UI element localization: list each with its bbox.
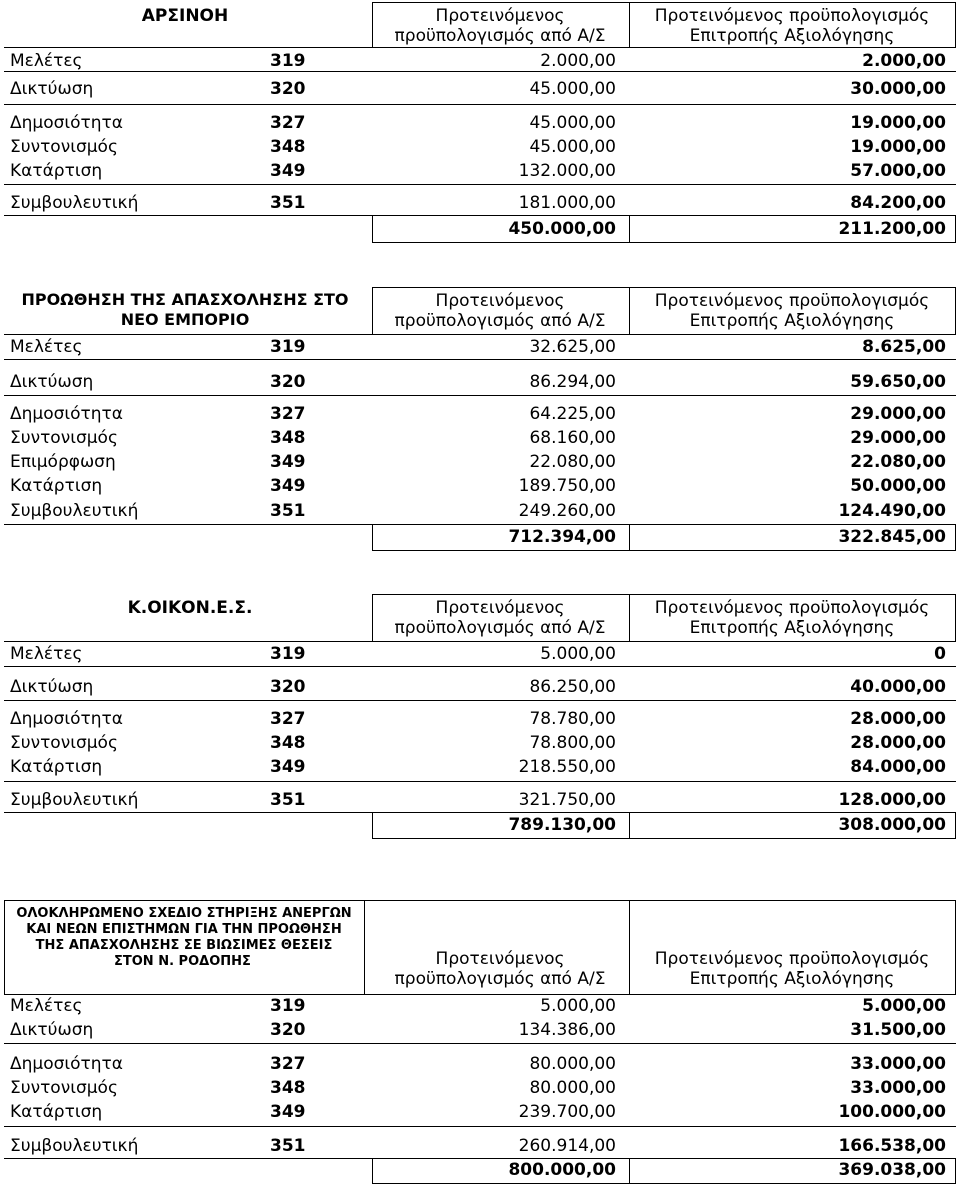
row-committee: 2.000,00	[862, 51, 946, 71]
committee-header-line2: Επιτροπής Αξιολόγησης	[689, 311, 895, 331]
row-committee: 29.000,00	[850, 404, 946, 424]
row-name: Συμβουλευτική	[10, 501, 139, 521]
section-title-line3: ΤΗΣ ΑΠΑΣΧΟΛΗΣΗΣ ΣΕ ΒΙΩΣΙΜΕΣ ΘΕΣΕΙΣ	[35, 938, 333, 953]
divider	[372, 2, 373, 48]
proposed-header-line1: Προτεινόμενος	[435, 949, 565, 969]
row-code: 351	[270, 193, 306, 213]
row-proposed: 5.000,00	[540, 996, 616, 1016]
row-code: 319	[270, 644, 306, 664]
table-row	[0, 790, 960, 814]
row-proposed: 132.000,00	[518, 161, 616, 181]
total-proposed: 800.000,00	[508, 1160, 616, 1180]
divider	[4, 900, 5, 995]
section-title-line1: ΟΛΟΚΛΗΡΩΜΕΝΟ ΣΧΕΔΙΟ ΣΤΗΡΙΞΗΣ ΑΝΕΡΓΩΝ	[16, 906, 352, 921]
table-row	[0, 1102, 960, 1126]
total-proposed: 712.394,00	[508, 527, 616, 547]
divider	[364, 900, 365, 995]
total-committee: 322.845,00	[838, 527, 946, 547]
row-code: 348	[270, 733, 306, 753]
divider	[4, 781, 956, 782]
row-name: Συντονισμός	[10, 137, 118, 157]
row-name: Κατάρτιση	[10, 161, 103, 181]
divider	[4, 524, 956, 525]
divider	[629, 215, 630, 242]
divider	[372, 812, 373, 838]
row-proposed: 86.294,00	[529, 372, 616, 392]
table-row	[0, 372, 960, 396]
divider	[955, 1158, 956, 1184]
section-title	[10, 290, 360, 330]
row-committee: 50.000,00	[850, 476, 946, 496]
table-row	[0, 113, 960, 137]
divider	[4, 994, 956, 995]
row-committee: 28.000,00	[850, 709, 946, 729]
row-code: 348	[270, 137, 306, 157]
table-row	[0, 193, 960, 217]
proposed-header-line2: προϋπολογισμός από Α/Σ	[394, 311, 606, 331]
divider	[4, 47, 956, 48]
row-proposed: 218.550,00	[518, 757, 616, 777]
divider	[955, 287, 956, 335]
row-code: 327	[270, 1054, 306, 1074]
proposed-header	[375, 598, 625, 638]
row-proposed: 5.000,00	[540, 644, 616, 664]
row-proposed: 321.750,00	[518, 790, 616, 810]
row-committee: 124.490,00	[838, 501, 946, 521]
row-committee: 8.625,00	[862, 337, 946, 357]
table-row	[0, 1054, 960, 1078]
row-code: 319	[270, 51, 306, 71]
committee-header	[632, 6, 952, 46]
divider	[372, 287, 956, 288]
table-row	[0, 1078, 960, 1102]
proposed-header-line2: προϋπολογισμός από Α/Σ	[394, 618, 606, 638]
row-proposed: 249.260,00	[518, 501, 616, 521]
row-committee: 84.200,00	[850, 193, 946, 213]
divider	[629, 1158, 630, 1184]
row-proposed: 2.000,00	[540, 51, 616, 71]
divider	[4, 641, 956, 642]
row-name: Δικτύωση	[10, 79, 94, 99]
row-name: Κατάρτιση	[10, 1102, 103, 1122]
row-name: Δημοσιότητα	[10, 709, 123, 729]
table-row	[0, 337, 960, 361]
divider	[372, 524, 373, 550]
divider	[4, 1158, 956, 1159]
divider	[372, 594, 956, 595]
committee-header-line2: Επιτροπής Αξιολόγησης	[689, 969, 895, 989]
row-name: Κατάρτιση	[10, 757, 103, 777]
row-code: 327	[270, 709, 306, 729]
row-name: Μελέτες	[10, 644, 83, 664]
row-proposed: 239.700,00	[518, 1102, 616, 1122]
row-committee: 22.080,00	[850, 452, 946, 472]
divider	[372, 2, 956, 3]
divider	[629, 812, 630, 838]
row-name: Επιμόρφωση	[10, 452, 116, 472]
section-title-line2: ΚΑΙ ΝΕΩΝ ΕΠΙΣΤΗΜΩΝ ΓΙΑ ΤΗΝ ΠΡΟΩΘΗΣΗ	[26, 922, 342, 937]
committee-header-line2: Επιτροπής Αξιολόγησης	[689, 618, 895, 638]
row-code: 327	[270, 404, 306, 424]
proposed-header-line1: Προτεινόμενος	[435, 598, 565, 618]
divider	[4, 334, 956, 335]
table-row	[0, 79, 960, 103]
table-row	[0, 428, 960, 452]
divider	[955, 812, 956, 838]
row-proposed: 78.780,00	[529, 709, 616, 729]
row-name: Κατάρτιση	[10, 476, 103, 496]
row-proposed: 45.000,00	[529, 137, 616, 157]
table-row	[0, 733, 960, 757]
section-title-line4: ΣΤΟΝ Ν. ΡΟΔΟΠΗΣ	[114, 954, 251, 969]
row-code: 327	[270, 113, 306, 133]
divider	[629, 2, 630, 48]
proposed-header-line1: Προτεινόμενος	[435, 6, 565, 26]
divider	[4, 700, 956, 701]
divider	[4, 395, 956, 396]
committee-header-line2: Επιτροπής Αξιολόγησης	[689, 26, 895, 46]
row-committee: 84.000,00	[850, 757, 946, 777]
proposed-header	[375, 291, 625, 331]
row-name: Συμβουλευτική	[10, 193, 139, 213]
divider	[4, 104, 956, 105]
row-code: 320	[270, 677, 306, 697]
row-committee: 19.000,00	[850, 137, 946, 157]
row-name: Δημοσιότητα	[10, 113, 123, 133]
row-name: Δημοσιότητα	[10, 1054, 123, 1074]
row-code: 348	[270, 1078, 306, 1098]
total-proposed: 450.000,00	[508, 219, 616, 239]
section-title: Κ.ΟΙΚΟΝ.Ε.Σ.	[127, 598, 253, 618]
row-code: 349	[270, 757, 306, 777]
row-code: 349	[270, 1102, 306, 1122]
table-row	[0, 996, 960, 1020]
divider	[4, 1043, 956, 1044]
divider	[4, 900, 956, 901]
divider	[4, 215, 956, 216]
divider	[955, 594, 956, 642]
row-proposed: 64.225,00	[529, 404, 616, 424]
row-code: 351	[270, 1136, 306, 1156]
row-committee: 30.000,00	[850, 79, 946, 99]
table-row	[0, 161, 960, 185]
total-proposed: 789.130,00	[508, 815, 616, 835]
row-committee: 19.000,00	[850, 113, 946, 133]
proposed-header-line2: προϋπολογισμός από Α/Σ	[394, 26, 606, 46]
total-committee: 308.000,00	[838, 815, 946, 835]
row-committee: 128.000,00	[838, 790, 946, 810]
row-committee: 59.650,00	[850, 372, 946, 392]
divider	[955, 900, 956, 995]
table-row	[0, 1136, 960, 1160]
row-name: Μελέτες	[10, 51, 83, 71]
row-proposed: 78.800,00	[529, 733, 616, 753]
table-row	[0, 677, 960, 701]
row-committee: 33.000,00	[850, 1054, 946, 1074]
total-row	[0, 527, 960, 551]
proposed-header-line2: προϋπολογισμός από Α/Σ	[394, 969, 606, 989]
table-row	[0, 757, 960, 781]
row-proposed: 68.160,00	[529, 428, 616, 448]
divider	[372, 1183, 956, 1184]
row-name: Δικτύωση	[10, 677, 94, 697]
committee-header-line1: Προτεινόμενος προϋπολογισμός	[654, 6, 930, 26]
row-code: 319	[270, 996, 306, 1016]
row-code: 349	[270, 476, 306, 496]
row-proposed: 134.386,00	[518, 1020, 616, 1040]
divider	[4, 1126, 956, 1127]
row-proposed: 80.000,00	[529, 1078, 616, 1098]
committee-header-line1: Προτεινόμενος προϋπολογισμός	[654, 598, 930, 618]
row-name: Μελέτες	[10, 337, 83, 357]
row-name: Δικτύωση	[10, 1020, 94, 1040]
row-name: Συντονισμός	[10, 1078, 118, 1098]
row-name: Συντονισμός	[10, 733, 118, 753]
row-name: Συντονισμός	[10, 428, 118, 448]
row-code: 320	[270, 1020, 306, 1040]
row-proposed: 189.750,00	[518, 476, 616, 496]
divider	[4, 359, 956, 360]
table-row	[0, 709, 960, 733]
row-name: Δικτύωση	[10, 372, 94, 392]
row-proposed: 80.000,00	[529, 1054, 616, 1074]
divider	[4, 184, 956, 185]
row-proposed: 45.000,00	[529, 79, 616, 99]
section-title: ΑΡΣΙΝΟΗ	[141, 6, 229, 26]
row-committee: 166.538,00	[838, 1136, 946, 1156]
row-committee: 31.500,00	[850, 1020, 946, 1040]
row-name: Μελέτες	[10, 996, 83, 1016]
divider	[4, 666, 956, 667]
table-row	[0, 1020, 960, 1044]
section-title	[4, 906, 364, 970]
row-proposed: 86.250,00	[529, 677, 616, 697]
divider	[372, 1158, 373, 1184]
divider	[372, 215, 373, 242]
row-name: Συμβουλευτική	[10, 790, 139, 810]
table-row	[0, 644, 960, 668]
divider	[372, 242, 956, 243]
row-committee: 40.000,00	[850, 677, 946, 697]
row-committee: 57.000,00	[850, 161, 946, 181]
committee-header	[632, 949, 952, 989]
row-committee: 5.000,00	[862, 996, 946, 1016]
committee-header-line1: Προτεινόμενος προϋπολογισμός	[654, 949, 930, 969]
row-proposed: 260.914,00	[518, 1136, 616, 1156]
row-committee: 33.000,00	[850, 1078, 946, 1098]
divider	[955, 2, 956, 48]
divider	[372, 594, 373, 642]
divider	[955, 524, 956, 550]
divider	[955, 215, 956, 242]
section-title-line1: ΠΡΟΩΘΗΣΗ ΤΗΣ ΑΠΑΣΧΟΛΗΣΗΣ ΣΤΟ	[21, 290, 349, 309]
proposed-header	[375, 6, 625, 46]
divider	[372, 287, 373, 335]
divider	[629, 287, 630, 335]
row-code: 320	[270, 79, 306, 99]
divider	[629, 900, 630, 995]
row-proposed: 32.625,00	[529, 337, 616, 357]
table-row	[0, 501, 960, 525]
row-proposed: 181.000,00	[518, 193, 616, 213]
divider	[4, 71, 956, 72]
proposed-header-line1: Προτεινόμενος	[435, 291, 565, 311]
total-committee: 369.038,00	[838, 1160, 946, 1180]
row-proposed: 22.080,00	[529, 452, 616, 472]
row-committee: 28.000,00	[850, 733, 946, 753]
row-code: 351	[270, 790, 306, 810]
row-code: 351	[270, 501, 306, 521]
total-committee: 211.200,00	[838, 219, 946, 239]
row-code: 320	[270, 372, 306, 392]
total-row	[0, 1160, 960, 1184]
table-row	[0, 404, 960, 428]
row-code: 348	[270, 428, 306, 448]
proposed-header	[375, 949, 625, 989]
table-row	[0, 452, 960, 476]
table-row	[0, 476, 960, 500]
committee-header	[632, 291, 952, 331]
row-name: Συμβουλευτική	[10, 1136, 139, 1156]
section-title-line2: ΝΕΟ ΕΜΠΟΡΙΟ	[120, 310, 250, 329]
divider	[372, 838, 956, 839]
row-committee: 29.000,00	[850, 428, 946, 448]
divider	[629, 524, 630, 550]
divider	[629, 594, 630, 642]
total-row	[0, 219, 960, 243]
divider	[4, 812, 956, 813]
total-row	[0, 815, 960, 839]
row-committee: 0	[934, 644, 946, 664]
row-proposed: 45.000,00	[529, 113, 616, 133]
row-code: 319	[270, 337, 306, 357]
committee-header	[632, 598, 952, 638]
row-name: Δημοσιότητα	[10, 404, 123, 424]
row-code: 349	[270, 161, 306, 181]
row-committee: 100.000,00	[838, 1102, 946, 1122]
divider	[372, 550, 956, 551]
row-code: 349	[270, 452, 306, 472]
table-row	[0, 137, 960, 161]
committee-header-line1: Προτεινόμενος προϋπολογισμός	[654, 291, 930, 311]
